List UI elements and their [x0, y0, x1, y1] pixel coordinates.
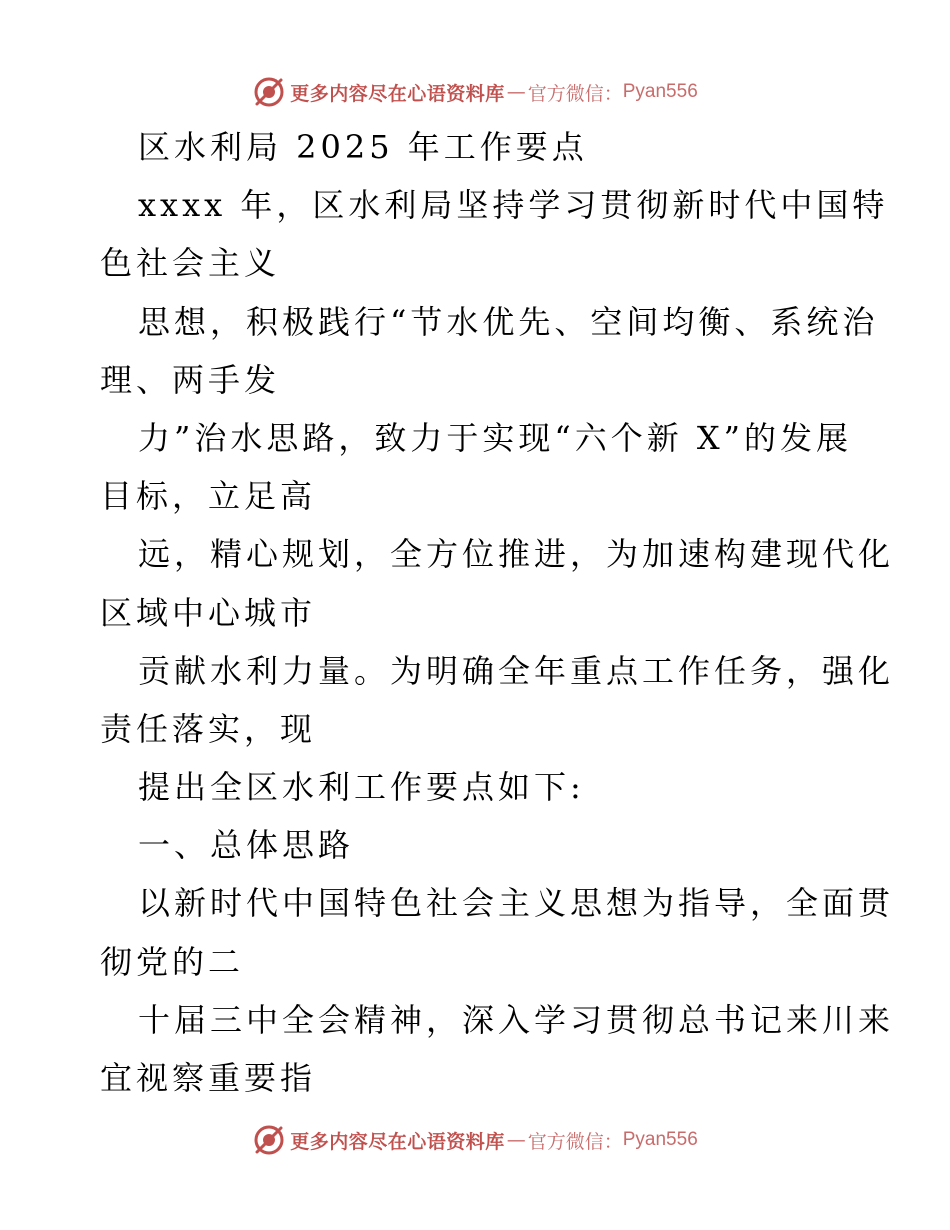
- text-line: 彻党的二: [100, 942, 245, 981]
- text-line: 提出全区水利工作要点如下:: [138, 768, 585, 807]
- text-line: 理、两手发: [100, 360, 281, 399]
- pen-logo-icon: [252, 1123, 286, 1157]
- text-line: 责任落实，现: [100, 709, 317, 748]
- watermark-title: 更多内容尽在心语资料库: [290, 1130, 505, 1153]
- watermark-label: 官方微信：: [527, 82, 623, 105]
- text-line: 区域中心城市: [100, 593, 317, 632]
- watermark-separator: —: [506, 1129, 526, 1151]
- document-title: 区水利局 2025 年工作要点: [138, 128, 588, 166]
- text-line: 色社会主义: [100, 244, 281, 283]
- pen-logo-icon: [252, 75, 286, 109]
- text-line: 以新时代中国特色社会主义思想为指导，全面贯: [138, 884, 895, 923]
- document-body: [100, 118, 895, 1107]
- text-line: 思想，积极践行“节水优先、空间均衡、系统治: [138, 302, 879, 341]
- section-heading: 一、总体思路: [138, 826, 355, 865]
- text-line: 十届三中全会精神，深入学习贯彻总书记来川来: [138, 1000, 895, 1039]
- watermark-separator: —: [506, 81, 526, 103]
- watermark-label: 官方微信：: [527, 1130, 623, 1153]
- header-watermark: [0, 72, 950, 112]
- text-line: 目标，立足高: [100, 477, 317, 516]
- watermark-id: Pyan556: [622, 1129, 698, 1150]
- watermark-id: Pyan556: [622, 81, 698, 102]
- footer-watermark: [0, 1120, 950, 1160]
- text-line: 贡献水利力量。为明确全年重点工作任务，强化: [138, 651, 895, 690]
- text-line: xxxx 年，区水利局坚持学习贯彻新时代中国特: [138, 186, 889, 225]
- watermark-title: 更多内容尽在心语资料库: [290, 82, 505, 105]
- text-line: 远，精心规划，全方位推进，为加速构建现代化: [138, 535, 895, 574]
- text-line: 宜视察重要指: [100, 1059, 317, 1097]
- text-line: 力”治水思路，致力于实现“六个新 X”的发展: [138, 418, 853, 457]
